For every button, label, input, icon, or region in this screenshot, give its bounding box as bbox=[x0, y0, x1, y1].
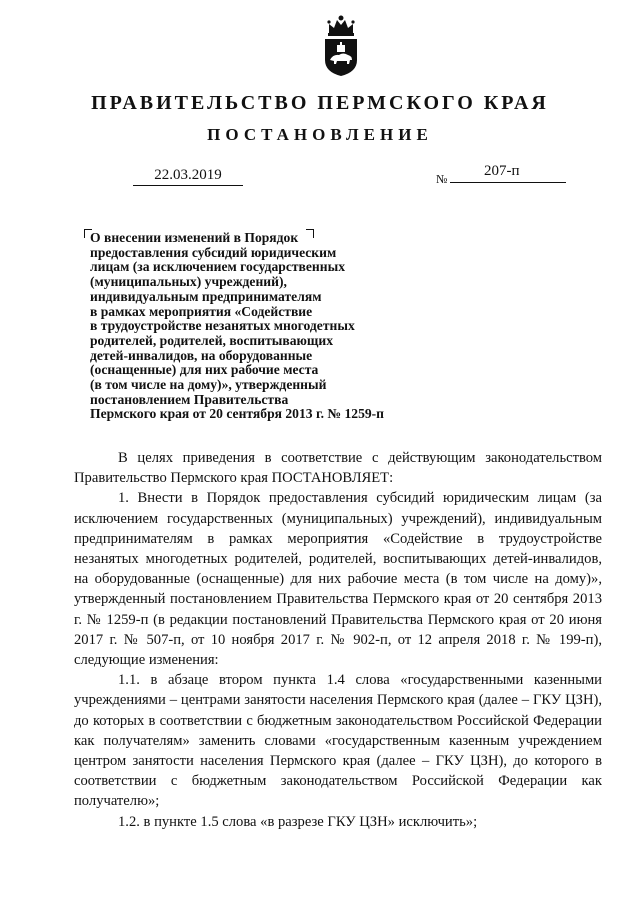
subject-line: постановлением Правительства bbox=[90, 391, 289, 407]
subject-line: Пермского края от 20 сентября 2013 г. № 1259-п bbox=[90, 406, 385, 422]
document-body bbox=[74, 448, 602, 832]
item-1-2-paragraph: 1.2. в пункте 1.5 слова «в разрезе ГКУ ЦЗН» исключить»; bbox=[118, 813, 478, 830]
document-number: 207-п bbox=[450, 163, 566, 183]
subject-line: родителей, родителей, воспитывающих bbox=[90, 332, 334, 348]
subject-line: в трудоустройстве незанятых многодетных bbox=[90, 318, 355, 334]
subject-line: (муниципальных) учреждений), bbox=[90, 274, 287, 290]
preamble-paragraph: В целях приведения в соответствие с действующим законодательством Правительство Пермского края ПОСТАНОВЛЯЕТ: bbox=[74, 450, 602, 487]
subject-line: в рамках мероприятия «Содействие bbox=[90, 303, 313, 319]
subject-line: О внесении изменений в Порядок bbox=[90, 230, 299, 245]
coat-of-arms-icon bbox=[321, 12, 361, 78]
document-type: ПОСТАНОВЛЕНИЕ bbox=[207, 125, 433, 144]
subject-line: детей-инвалидов, на оборудованные bbox=[90, 347, 313, 363]
government-title: ПРАВИТЕЛЬСТВО ПЕРМСКОГО КРАЯ bbox=[91, 92, 549, 114]
document-date: 22.03.2019 bbox=[133, 167, 243, 186]
subject-line: индивидуальным предпринимателям bbox=[90, 288, 322, 304]
subject-line: (оснащенные) для них рабочие места bbox=[90, 362, 319, 378]
subject-line: предоставления субсидий юридическим bbox=[90, 244, 337, 260]
subject-line: лицам (за исключением государственных bbox=[90, 259, 346, 275]
subject-line: (в том числе на дому)», утвержденный bbox=[90, 377, 327, 393]
number-label: № bbox=[436, 172, 448, 186]
subject-block bbox=[90, 231, 450, 422]
item-1-1-paragraph: 1.1. в абзаце втором пункта 1.4 слова «государственными казенными учреждениями – центрами занятости населения Пермского края (далее – ГКУ ЦЗН), до которых в соответствии с бюджетным законодательством Российской Федерации как получателям» заменить словами «государственным казенным учреждением центром занятости населения Пермского края (далее – ГКУ ЦЗН), до которого в соответствии с бюджетным законодательством Российской Федерации как получателю»; bbox=[74, 672, 602, 810]
item-1-paragraph: 1. Внести в Порядок предоставления субсидий юридическим лицам (за исключением государственных (муниципальных) учреждений), индивидуальным предпринимателям в рамках мероприятия «Содействие в трудоустройстве незанятых многодетных родителей, родителей, воспитывающих детей-инвалидов, на оборудованные (оснащенные) для них рабочие места (в том числе на дому)», утвержденный постановлением Правительства Пермского края от 20 сентября 2013 г. № 1259-п (в редакции постановлений Правительства Пермского края от 20 июня 2017 г. № 507-п, от 10 ноября 2017 г. № 902-п, от 12 апреля 2018 г. № 199-п), следующие изменения: bbox=[74, 490, 602, 669]
